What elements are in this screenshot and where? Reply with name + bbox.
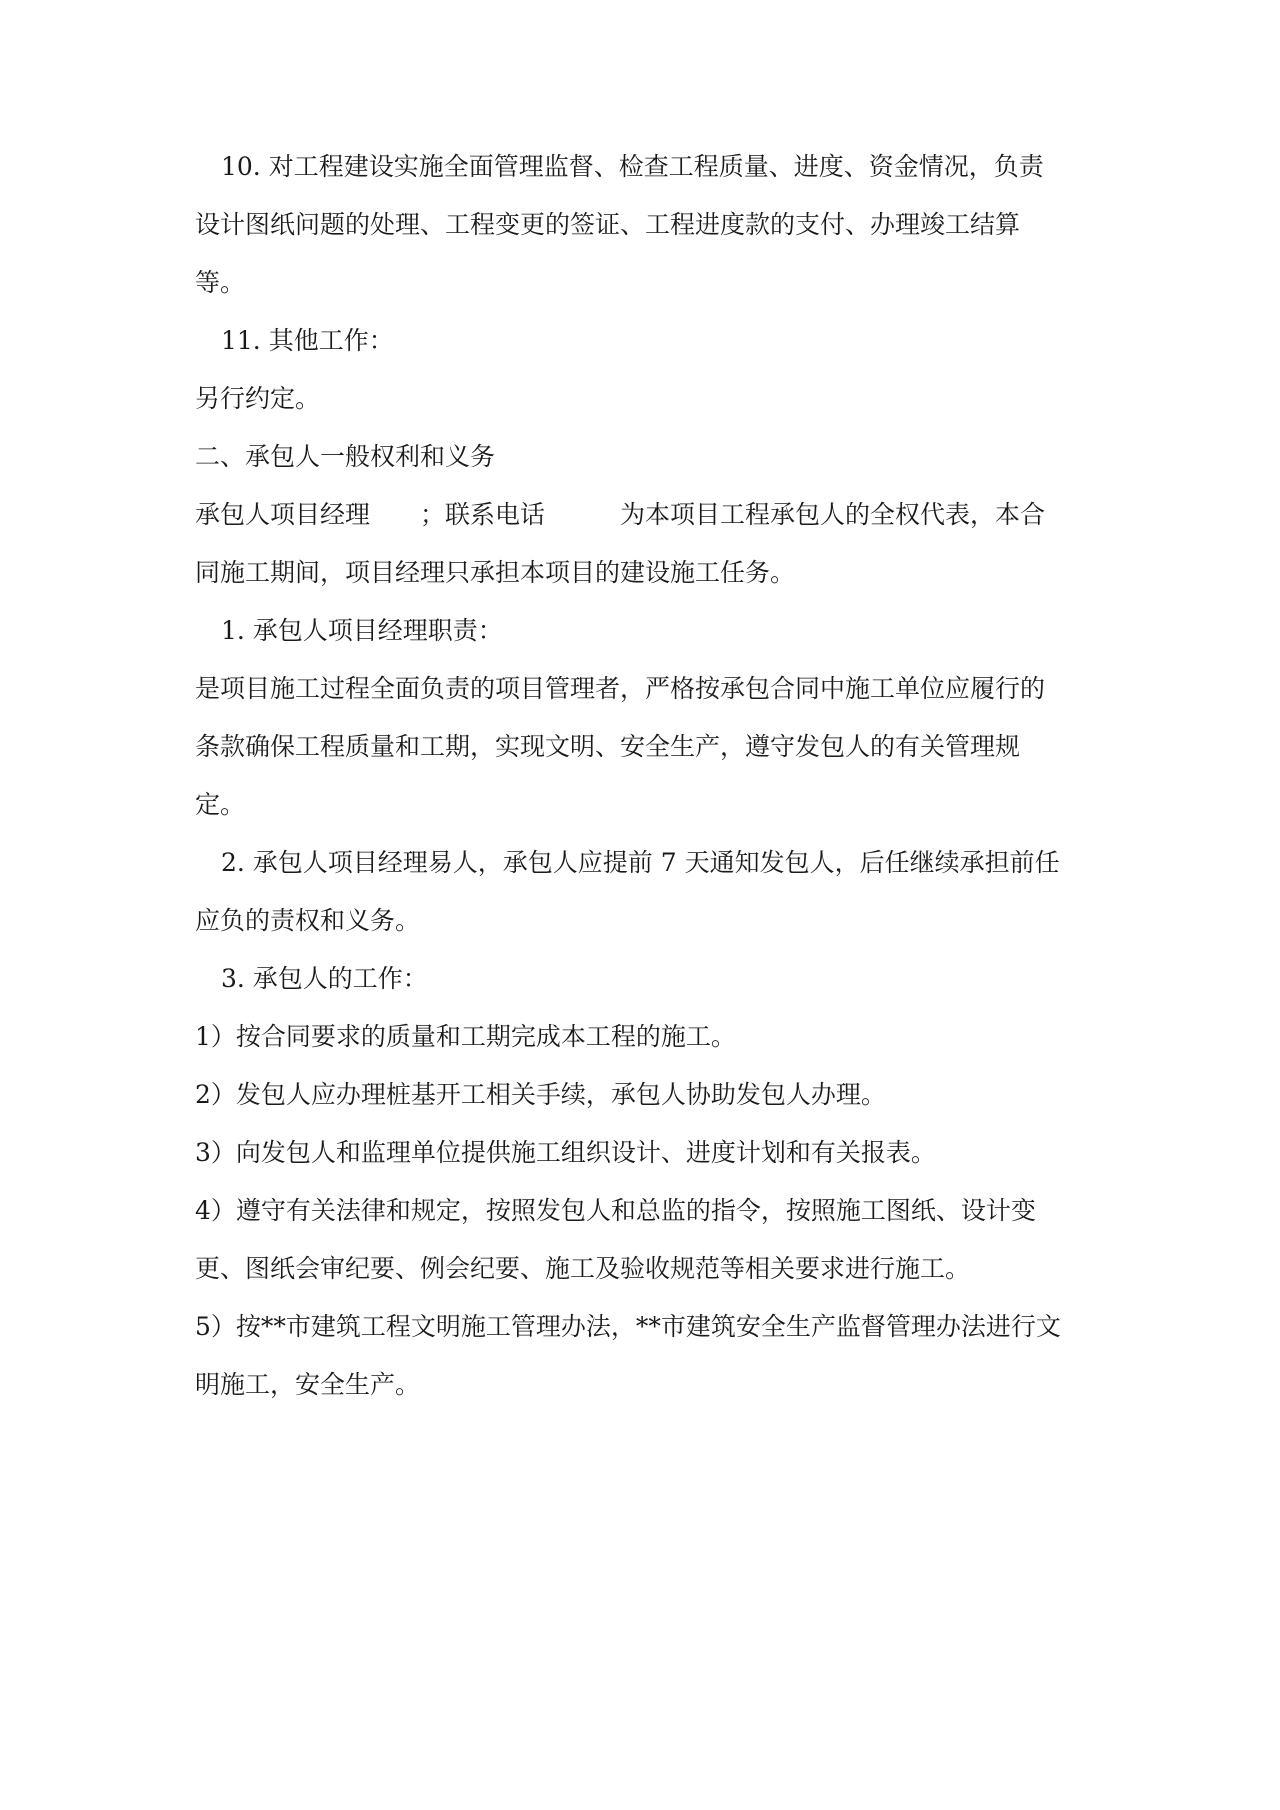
manager-paragraph-line-1: 承包人项目经理 ；联系电话 为本项目工程承包人的全权代表，本合	[195, 500, 1046, 529]
item-1-line-2: 条款确保工程质量和工期，实现文明、安全生产，遵守发包人的有关管理规	[195, 732, 1021, 761]
item-2-line-1: 2. 承包人项目经理易人，承包人应提前 7 天通知发包人，后任继续承担前任	[221, 848, 1060, 877]
sub-item-4-line-2: 更、图纸会审纪要、例会纪要、施工及验收规范等相关要求进行施工。	[195, 1254, 971, 1283]
manager-paragraph-line-2: 同施工期间，项目经理只承担本项目的建设施工任务。	[195, 558, 796, 587]
paragraph-10-line-2: 设计图纸问题的处理、工程变更的签证、工程进度款的支付、办理竣工结算	[195, 210, 1021, 239]
sub-item-5-line-1: 5）按**市建筑工程文明施工管理办法，**市建筑安全生产监督管理办法进行文	[195, 1312, 1061, 1341]
paragraph-11-body: 另行约定。	[195, 384, 321, 413]
paragraph-11-heading: 11. 其他工作：	[221, 326, 394, 355]
item-1-line-3: 定。	[195, 790, 246, 819]
item-1-line-1: 是项目施工过程全面负责的项目管理者，严格按承包合同中施工单位应履行的	[195, 674, 1046, 703]
paragraph-10-line-3: 等。	[195, 268, 246, 297]
sub-item-1: 1）按合同要求的质量和工期完成本工程的施工。	[195, 1022, 736, 1051]
sub-item-4-line-1: 4）遵守有关法律和规定，按照发包人和总监的指令，按照施工图纸、设计变	[195, 1196, 1036, 1225]
paragraph-10-line-1: 10. 对工程建设实施全面管理监督、检查工程质量、进度、资金情况，负责	[221, 152, 1044, 181]
item-1-heading: 1. 承包人项目经理职责：	[221, 616, 503, 645]
section-heading: 二、承包人一般权利和义务	[195, 442, 496, 471]
sub-item-2: 2）发包人应办理桩基开工相关手续，承包人协助发包人办理。	[195, 1080, 886, 1109]
sub-item-3: 3）向发包人和监理单位提供施工组织设计、进度计划和有关报表。	[195, 1138, 936, 1167]
item-2-line-2: 应负的责权和义务。	[195, 906, 421, 935]
sub-item-5-line-2: 明施工，安全生产。	[195, 1370, 421, 1399]
item-3-heading: 3. 承包人的工作：	[221, 964, 428, 993]
